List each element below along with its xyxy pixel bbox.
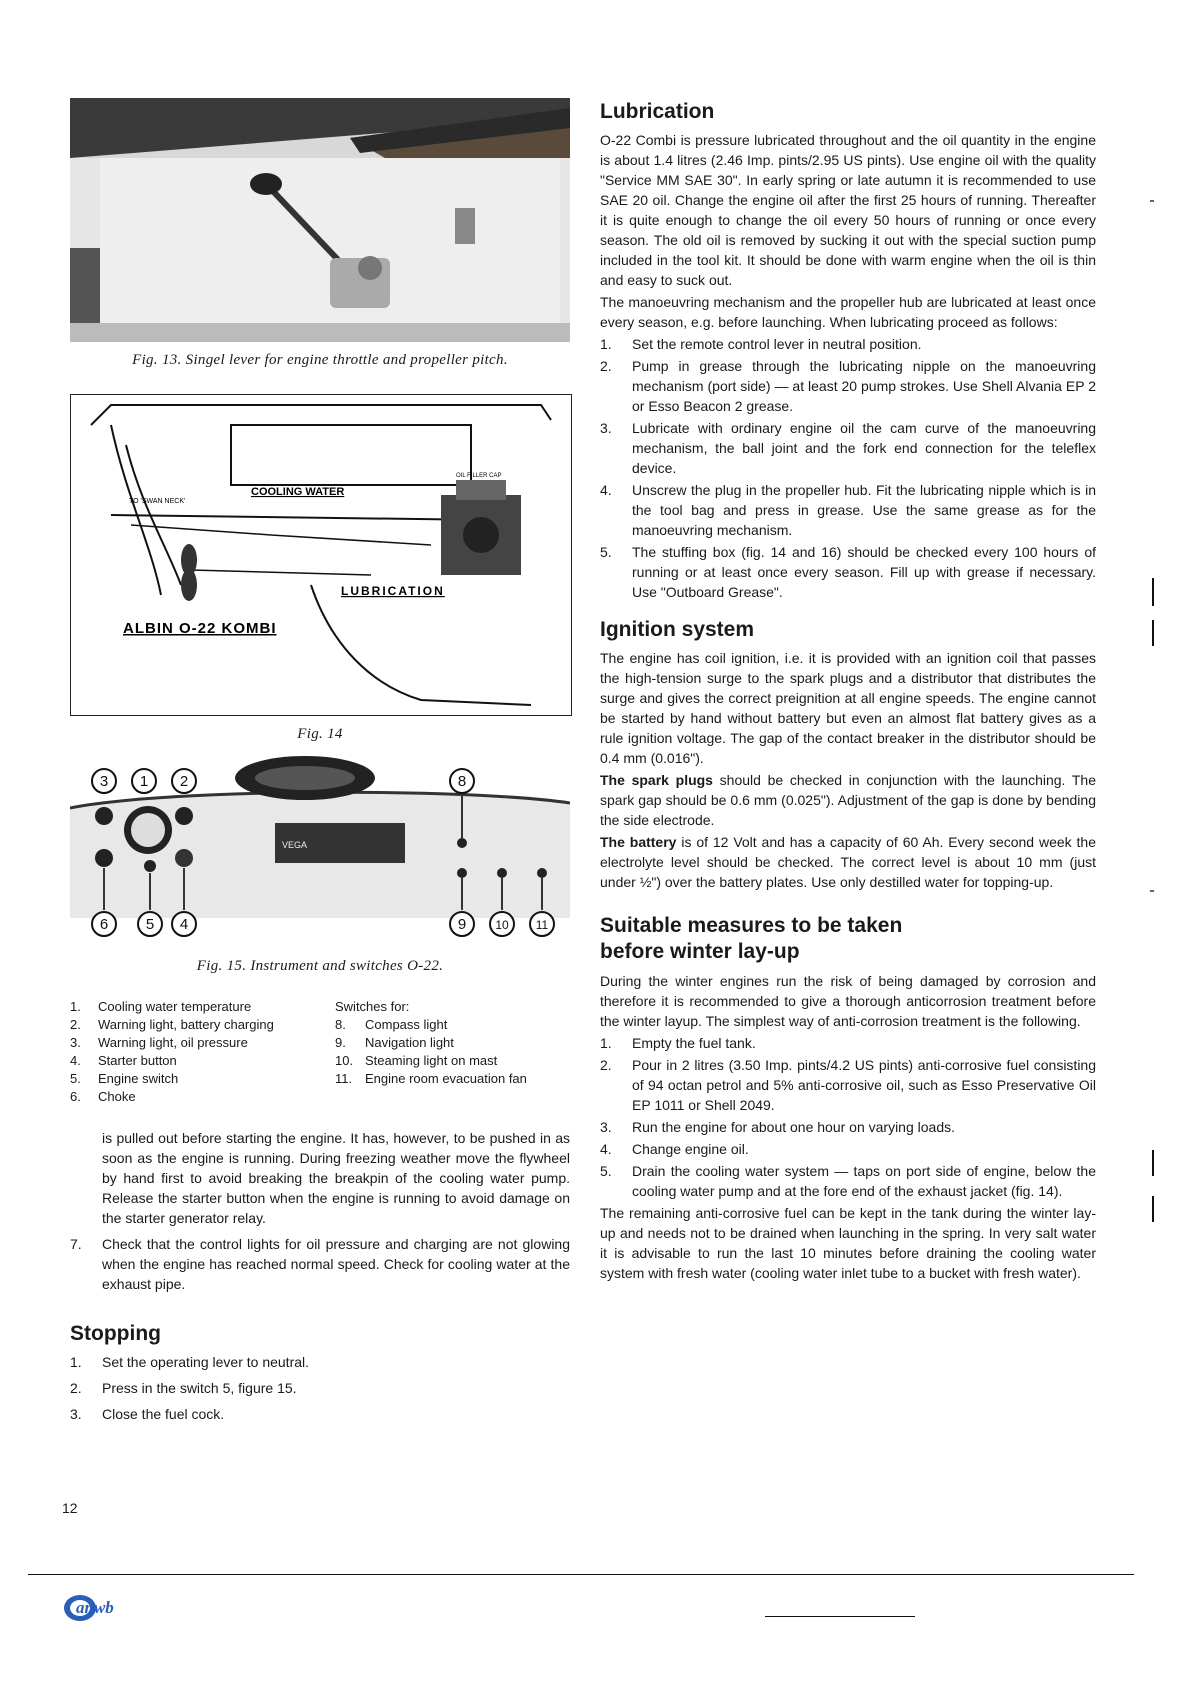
winter-heading-2: before winter lay-up	[600, 940, 800, 964]
legend-left	[70, 998, 335, 1106]
list-item	[70, 1404, 570, 1424]
list-text: Close the fuel cock.	[102, 1406, 225, 1423]
fig15-callout-1: 1	[139, 773, 149, 790]
ignition-paragraph-1: The engine has coil ignition, i.e. it is provided with an ignition coil that passes the high-tension surge to the spark plugs and a distributor that distributes the surge and gives the correct preignition at all engine speeds. The engine cannot be started by hand without battery but even an almost flat battery gives as a rule ignition voltage. The gap of the contact breaker in the distributor should be 0.4 mm (0.016").	[600, 650, 1096, 767]
legend-item	[335, 1070, 570, 1088]
margin-dot	[1150, 890, 1154, 892]
legend-number: 11.	[335, 1071, 353, 1086]
legend-number: 8.	[335, 1017, 346, 1032]
list-number: 1.	[70, 1354, 82, 1371]
list-number: 2.	[600, 358, 612, 375]
winter-heading-1: Suitable measures to be taken	[600, 914, 903, 938]
list-text: Drain the cooling water system — taps on port side of engine, below the cooling water pump and at the fore end of the exhaust jacket (fig. 14).	[632, 1162, 1096, 1199]
fig14-label-swanneck: TO 'SWAN NECK'	[129, 498, 186, 505]
winter-list	[600, 1033, 1096, 1201]
legend-number: 1.	[70, 999, 81, 1014]
legend-text: Choke	[98, 1089, 136, 1104]
winter-section	[600, 914, 1096, 1282]
fig15-legend	[70, 998, 570, 1106]
fig15-callout-4: 4	[179, 916, 189, 933]
legend-text: Engine room evacuation fan	[365, 1071, 527, 1086]
spark-plugs-lead: The spark plugs	[600, 772, 713, 789]
list-number: 5.	[600, 544, 612, 561]
legend-item	[70, 1052, 335, 1070]
legend-text: Cooling water temperature	[98, 999, 252, 1014]
anwb-logo-text: anwb	[76, 1598, 114, 1617]
list-item	[600, 1161, 1096, 1201]
ignition-paragraph-3	[600, 832, 1096, 892]
list-item	[70, 1352, 570, 1372]
lubrication-list	[600, 334, 1096, 602]
list-text: Set the operating lever to neutral.	[102, 1354, 310, 1371]
legend-number: 4.	[70, 1053, 81, 1068]
margin-mark	[1152, 1196, 1154, 1222]
fig14-label-oilfiller: OIL FILLER CAP	[456, 473, 502, 479]
fig14-label-engine: ALBIN O-22 KOMBI	[123, 620, 277, 637]
legend-number: 2.	[70, 1017, 81, 1032]
list-number: 7.	[70, 1236, 82, 1252]
left-list-7	[70, 1234, 570, 1294]
fig15-callout-11: 11	[535, 918, 549, 932]
lubrication-paragraph-1: O-22 Combi is pressure lubricated throughout and the oil quantity in the engine is about 1.4 litres (2.46 Imp. pints/2.95 US pints). Use engine oil with the quality "Service MM SAE 30". In early spring or late autumn it is recommended to use SAE 20 oil. Change the engine oil after the first 25 hours of running. Thereafter it is quite enough to change the oil every 50 hours of running or once every season. The old oil is removed by sucking it out with the special suction pump included in the tool kit. It should be done with warm engine when the oil is thin and easy to suck out.	[600, 132, 1096, 289]
stopping-heading: Stopping	[70, 1322, 161, 1345]
lubrication-heading: Lubrication	[600, 100, 715, 123]
list-number: 2.	[600, 1056, 612, 1073]
legend-text: Navigation light	[365, 1035, 454, 1050]
left-column	[70, 98, 570, 1426]
fig15-callout-3: 3	[99, 773, 109, 790]
fig15-plate-text: VEGA	[282, 840, 308, 850]
choke-continuation	[70, 1128, 570, 1228]
lubrication-section	[600, 100, 1096, 602]
list-number: 3.	[600, 1118, 612, 1135]
stopping-section	[70, 1322, 570, 1424]
legend-header: Switches for:	[335, 999, 410, 1014]
page-number: 12	[62, 1500, 78, 1516]
list-item	[600, 334, 1096, 354]
anwb-logo	[60, 1590, 140, 1624]
list-text: Unscrew the plug in the propeller hub. Fit the lubricating nipple which is in the tool bag and press in grease. Use the same grease as for the manoeuvring mechanism.	[632, 482, 1096, 539]
legend-number: 3.	[70, 1035, 81, 1050]
fig15-callout-10: 10	[495, 918, 509, 932]
footer-short-rule	[765, 1616, 915, 1617]
fig15-callout-8: 8	[457, 773, 467, 790]
list-text: Empty the fuel tank.	[632, 1034, 756, 1051]
footer-rule	[28, 1574, 1134, 1575]
list-item	[600, 1139, 1096, 1159]
fig14-illustration	[71, 395, 571, 715]
fig14-label-cooling: COOLING WATER	[251, 486, 345, 498]
legend-item	[70, 1070, 335, 1088]
legend-number: 6.	[70, 1089, 81, 1104]
list-text: Set the remote control lever in neutral position.	[632, 336, 922, 353]
legend-item	[70, 1088, 335, 1106]
legend-item	[70, 1016, 335, 1034]
list-text: Lubricate with ordinary engine oil the cam curve of the manoeuvring mechanism, the ball joint and the fork end connection for the teleflex device.	[632, 420, 1096, 477]
list-text: Change engine oil.	[632, 1140, 749, 1157]
fig15-photo	[70, 748, 570, 954]
list-number: 1.	[600, 1034, 612, 1051]
legend-item	[335, 1052, 570, 1070]
list-item	[600, 1033, 1096, 1053]
list-number: 3.	[600, 420, 612, 437]
list-text: Pour in 2 litres (3.50 Imp. pints/4.2 US pints) anti-corrosive fuel consisting of 94 octan petrol and 5% anti-corrosive oil, such as Esso Preservative Oil EP 1011 or Shell 2049.	[632, 1056, 1096, 1113]
legend-number: 10.	[335, 1053, 354, 1068]
legend-number: 5.	[70, 1071, 81, 1086]
fig15-callout-2: 2	[179, 773, 189, 790]
list-item	[600, 542, 1096, 602]
stopping-list	[70, 1352, 570, 1424]
list-text: The stuffing box (fig. 14 and 16) should be checked every 100 hours of running or at least once every season. Fill up with grease if necessary. Use "Outboard Grease".	[632, 544, 1096, 601]
list-number: 4.	[600, 482, 612, 499]
fig15-illustration	[70, 748, 570, 954]
fig14-diagram	[70, 394, 572, 716]
list-number: 5.	[600, 1162, 612, 1179]
legend-text: Engine switch	[98, 1071, 179, 1086]
legend-item	[335, 1034, 570, 1052]
legend-text: Steaming light on mast	[365, 1053, 498, 1068]
legend-item	[70, 998, 335, 1016]
ignition-section	[600, 618, 1096, 892]
right-column	[600, 100, 1096, 1283]
list-item	[600, 480, 1096, 540]
list-number: 4.	[600, 1140, 612, 1157]
legend-text: Compass light	[365, 1017, 448, 1032]
margin-mark	[1152, 620, 1154, 646]
legend-right	[335, 998, 570, 1106]
fig15-callout-5: 5	[145, 916, 155, 933]
list-item	[600, 1055, 1096, 1115]
fig13-illustration	[70, 98, 570, 342]
fig15-caption: Fig. 15. Instrument and switches O-22.	[196, 958, 444, 974]
list-text: Pump in grease through the lubricating nipple on the manoeuvring mechanism (port side) — at least 20 pump strokes. Use Shell Alvania EP 2 or Esso Beacon 2 grease.	[632, 358, 1096, 415]
spark-plugs-text: should be checked in conjunction with the launching. The spark gap should be 0.6 mm (0.025"). Adjustment of the gap is done by bending the side electrode.	[600, 772, 1097, 829]
winter-paragraph-1: During the winter engines run the risk of being damaged by corrosion and therefore it is recommended to give a thorough anticorrosion treatment before the winter layup. The simplest way of anti-corrosion treatment is the following.	[600, 972, 1096, 1029]
battery-lead: The battery	[600, 834, 677, 851]
ignition-heading: Ignition system	[600, 618, 755, 642]
list-item	[70, 1378, 570, 1398]
legend-item	[335, 1016, 570, 1034]
margin-mark	[1152, 578, 1154, 606]
fig15-callout-9: 9	[457, 916, 467, 933]
fig13-photo	[70, 98, 570, 342]
list-number: 3.	[70, 1406, 82, 1423]
list-text: Check that the control lights for oil pressure and charging are not glowing when the engine has reached normal speed. Check for cooling water at the exhaust pipe.	[102, 1236, 570, 1292]
lubrication-paragraph-2: The manoeuvring mechanism and the propeller hub are lubricated at least once every season, e.g. before launching. When lubricating proceed as follows:	[600, 294, 1096, 331]
legend-number: 9.	[335, 1035, 346, 1050]
list-number: 2.	[70, 1380, 82, 1397]
winter-paragraph-2: The remaining anti-corrosive fuel can be kept in the tank during the winter lay-up and needs not to be drained when launching in the spring. In very salt water it is advisable to run the last 10 minutes before draining the cooling water system with fresh water (cooling water inlet tube to a bucket with fresh water).	[600, 1204, 1096, 1281]
legend-text: Warning light, oil pressure	[98, 1035, 248, 1050]
margin-mark	[1152, 1150, 1154, 1176]
anwb-logo-icon	[60, 1590, 140, 1624]
legend-item	[70, 1034, 335, 1052]
battery-text: is of 12 Volt and has a capacity of 60 Ah. Every second week the electrolyte level should be checked. The correct level is about 10 mm (just under ½") over the battery plates. Use only destilled water for topping-up.	[600, 834, 1096, 891]
list-item	[600, 356, 1096, 416]
list-number: 1.	[600, 336, 612, 353]
margin-dot	[1150, 200, 1154, 202]
fig15-callout-6: 6	[99, 916, 109, 933]
legend-text: Warning light, battery charging	[98, 1017, 274, 1032]
list-item	[70, 1234, 570, 1294]
fig14-caption: Fig. 14	[297, 726, 343, 742]
list-item	[600, 1117, 1096, 1137]
list-text: Run the engine for about one hour on varying loads.	[632, 1118, 956, 1135]
list-text: Press in the switch 5, figure 15.	[102, 1380, 297, 1397]
ignition-paragraph-2	[600, 770, 1096, 830]
fig14-label-lubrication: LUBRICATION	[341, 584, 445, 598]
fig13-caption: Fig. 13. Singel lever for engine throttle and propeller pitch.	[132, 352, 508, 368]
legend-text: Starter button	[98, 1053, 177, 1068]
list-item	[600, 418, 1096, 478]
choke-paragraph: is pulled out before starting the engine. It has, however, to be pushed in as soon as the engine is running. During freezing weather move the flywheel by hand first to avoid breaking the breakpin of the cooling water pump. Release the starter button when the engine is running to avoid damage on the starter generator relay.	[102, 1130, 570, 1226]
